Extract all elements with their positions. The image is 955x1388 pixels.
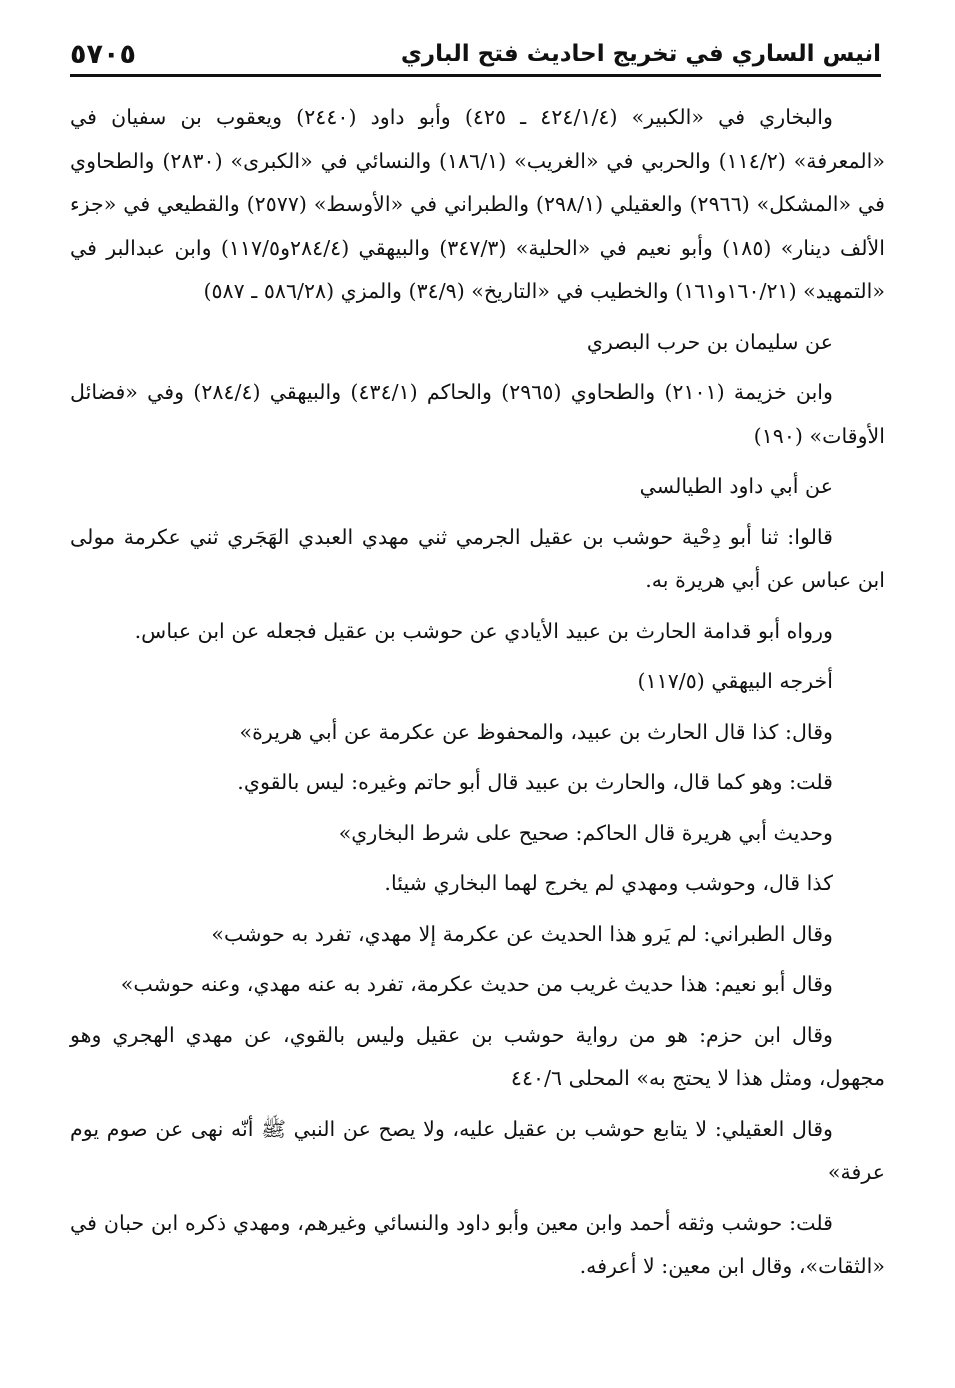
paragraph-note-harith: قلت: وهو كما قال، والحارث بن عبيد قال أبو حاتم وغيره: ليس بالقوي. <box>237 770 833 794</box>
paragraph-narrator-tayalisi: عن أبي داود الطيالسي <box>639 474 833 498</box>
paragraph-bayhaqi: أخرجه البيهقي (١١٧/٥) <box>637 669 833 693</box>
paragraph-bayhaqi-comment: وقال: كذا قال الحارث بن عبيد، والمحفوظ عن عكرمة عن أبي هريرة» <box>239 719 833 744</box>
paragraph-abu-qudama: ورواه أبو قدامة الحارث بن عبيد الأيادي عن حوشب بن عقيل فجعله عن ابن عباس. <box>134 618 833 643</box>
paragraph-ibn-hazm: وقال ابن حزم: هو من رواية حوشب بن عقيل وليس بالقوي، عن مهدي الهجري وهو مجهول، ومثل هذا لا يحتج به» المحلى ٤٤٠/٦ <box>70 1022 885 1090</box>
paragraph-sources: والبخاري في «الكبير» (٤٢٤/١/٤ ـ ٤٢٥) وأبو داود (٢٤٤٠) ويعقوب بن سفيان في «المعرفة» (١١٤/٢) والحربي في «الغريب» (١٨٦/١) والنسائي في «الكبرى» (٢٨٣٠) والطحاوي في «المشكل» (٢٩٦٦) والعقيلي (٢٩٨/١) والطبراني في «الأوسط» (٢٥٧٧) والقطيعي في «جزء الألف دينار» (١٨٥) وأبو نعيم في «الحلية» (٣٤٧/٣) والبيهقي (٢٨٤/٤و١١٧/٥) وابن عبدالبر في «التمهيد» (١٦٠/٢١و١٦١) والخطيب في «التاريخ» (٣٤/٩) والمزي (٥٨٦/٢٨ ـ ٥٨٧) <box>70 105 886 303</box>
page-number: ٥٧٠٥ <box>70 38 136 70</box>
paragraph-bukhari-note: كذا قال، وحوشب ومهدي لم يخرج لهما البخاري شيئا. <box>384 871 833 895</box>
paragraph-ibn-khuzayma: وابن خزيمة (٢١٠١) والطحاوي (٢٩٦٥) والحاكم (٤٣٤/١) والبيهقي (٢٨٤/٤) وفي «فضائل الأوقات» (١٩٠) <box>70 380 885 448</box>
paragraph-abu-nuaym: وقال أبو نعيم: هذا حديث غريب من حديث عكرمة، تفرد به عنه مهدي، وعنه حوشب» <box>120 972 833 996</box>
running-title: انيس الساري في تخريج احاديث فتح الباري <box>400 41 881 67</box>
body-text <box>70 96 885 1289</box>
paragraph-isnad: قالوا: ثنا أبو دِحْية حوشب بن عقيل الجرمي ثني مهدي العبدي الهَجَري ثني عكرمة مولى ابن عباس عن أبي هريرة به. <box>70 524 885 592</box>
paragraph-narrator-sulayman: عن سليمان بن حرب البصري <box>586 329 833 354</box>
paragraph-uqayli: وقال العقيلي: لا يتابع حوشب بن عقيل عليه، ولا يصح عن النبي ﷺ أنّه نهى عن صوم يوم عرفة» <box>70 1116 885 1184</box>
paragraph-conclusion: قلت: حوشب وثقه أحمد وابن معين وأبو داود والنسائي وغيرهم، ومهدي ذكره ابن حبان في «الثقات»، وقال ابن معين: لا أعرفه. <box>70 1210 885 1278</box>
page-header <box>70 34 881 77</box>
paragraph-tabarani: وقال الطبراني: لم يَرو هذا الحديث عن عكرمة إلا مهدي، تفرد به حوشب» <box>211 921 833 946</box>
paragraph-hakim: وحديث أبي هريرة قال الحاكم: صحيح على شرط البخاري» <box>338 820 833 845</box>
